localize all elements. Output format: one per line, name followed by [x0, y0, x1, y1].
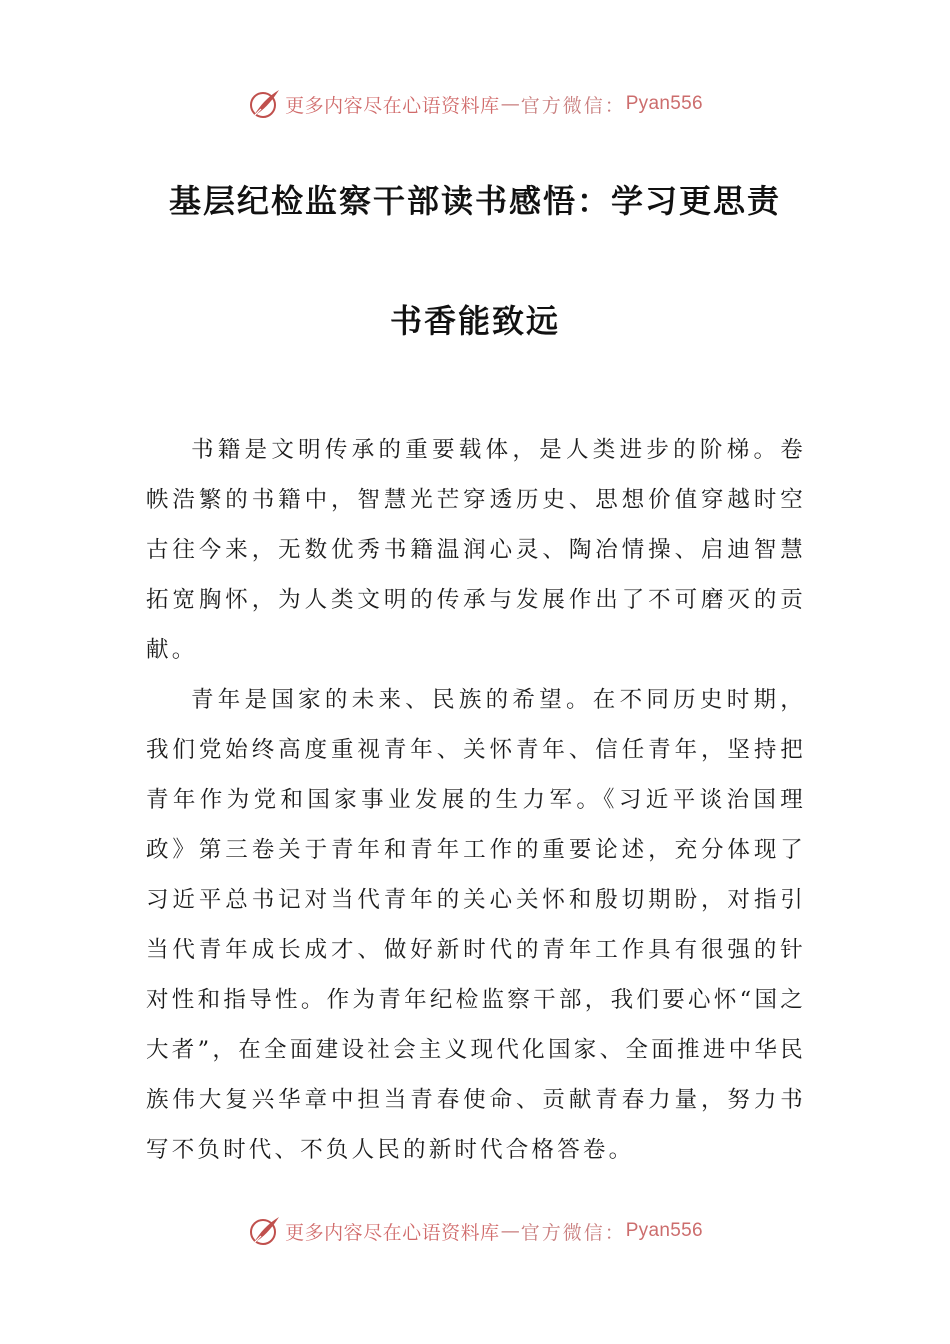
header-banner — [0, 84, 950, 124]
banner-brand-text: 更多内容尽在心语资料库 — [285, 1221, 500, 1244]
quill-logo-icon — [247, 1214, 281, 1248]
document-title-line-1: 基层纪检监察干部读书感悟：学习更思责 — [168, 182, 781, 220]
paragraph-1: 书籍是文明传承的重要载体，是人类进步的阶梯。卷帙浩繁的书籍中，智慧光芒穿透历史、思想价值穿越时空古往今来，无数优秀书籍温润心灵、陶冶情操、启迪智慧拓宽胸怀，为人类文明的传承与发展作出了不可磨灭的贡献。 — [146, 437, 806, 663]
banner-separator: — — [500, 93, 520, 115]
document-title-line-2: 书香能致远 — [389, 302, 560, 340]
banner-brand-text: 更多内容尽在心语资料库 — [285, 94, 500, 117]
banner-wechat-id: Pyan556 — [625, 1220, 703, 1241]
footer-banner — [0, 1211, 950, 1251]
banner-wechat-id: Pyan556 — [625, 93, 703, 114]
article-body — [146, 425, 806, 1175]
banner-separator: — — [500, 1220, 520, 1242]
banner-wechat-label: 官方微信： — [520, 1221, 626, 1244]
quill-logo-icon — [247, 87, 281, 121]
banner-wechat-label: 官方微信： — [520, 94, 626, 117]
paragraph-2: 青年是国家的未来、民族的希望。在不同历史时期，我们党始终高度重视青年、关怀青年、信任青年，坚持把青年作为党和国家事业发展的生力军。《习近平谈治国理政》第三卷关于青年和青年工作的重要论述，充分体现了习近平总书记对当代青年的关心关怀和殷切期盼，对指引当代青年成长成才、做好新时代的青年工作具有很强的针对性和指导性。作为青年纪检监察干部，我们要心怀“国之大者”，在全面建设社会主义现代化国家、全面推进中华民族伟大复兴华章中担当青春使命、贡献青春力量，努力书写不负时代、不负人民的新时代合格答卷。 — [146, 687, 806, 1163]
